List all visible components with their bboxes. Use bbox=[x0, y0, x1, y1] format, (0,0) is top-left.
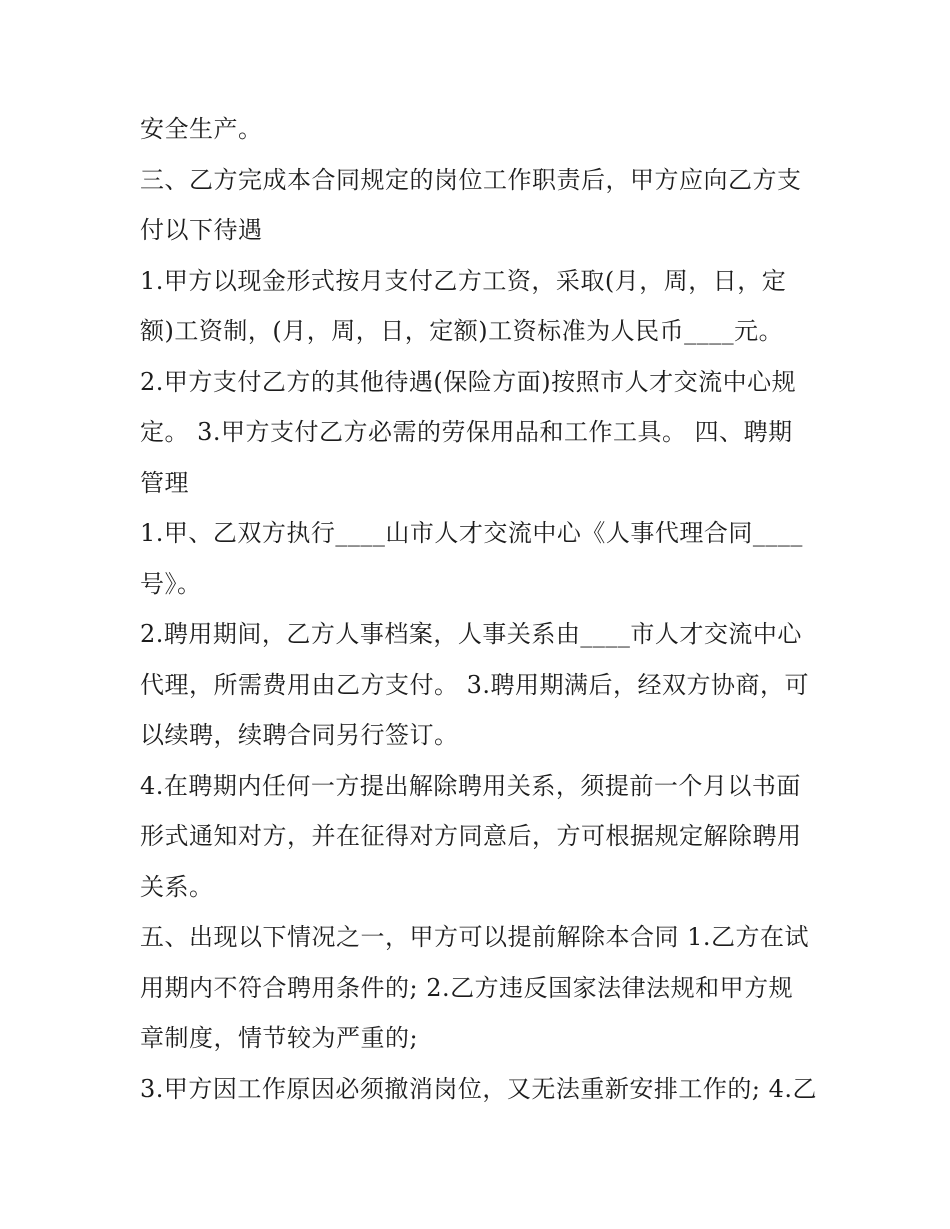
text-line: 1.甲、乙双方执行____山市人才交流中心《人事代理合同____ bbox=[140, 519, 803, 547]
text-line: 五、出现以下情况之一，甲方可以提前解除本合同 1.乙方在试 bbox=[140, 923, 810, 951]
contract-body-text bbox=[140, 104, 820, 1114]
text-line: 形式通知对方，并在征得对方同意后，方可根据规定解除聘用 bbox=[140, 822, 802, 850]
text-line: 3.甲方因工作原因必须撤消岗位，又无法重新安排工作的; 4.乙 bbox=[140, 1074, 818, 1103]
text-line: 管理 bbox=[140, 468, 189, 497]
text-line: 以续聘，续聘合同另行签订。 bbox=[140, 721, 459, 749]
text-line: 三、乙方完成本合同规定的岗位工作职责后，甲方应向乙方支 bbox=[140, 165, 802, 194]
text-line: 额)工资制，(月，周，日，定额)工资标准为人民币____元。 bbox=[140, 317, 784, 345]
text-line: 4.在聘期内任何一方提出解除聘用关系，须提前一个月以书面 bbox=[140, 771, 801, 800]
text-line: 付以下待遇 bbox=[140, 216, 263, 244]
text-line: 用期内不符合聘用条件的; 2.乙方违反国家法律法规和甲方规 bbox=[140, 973, 794, 1002]
text-line: 安全生产。 bbox=[140, 115, 263, 143]
text-line: 章制度，情节较为严重的; bbox=[140, 1024, 419, 1052]
text-line: 关系。 bbox=[140, 872, 214, 901]
text-line: 定。 3.甲方支付乙方必需的劳保用品和工作工具。 四、聘期 bbox=[140, 418, 793, 446]
text-line: 2.聘用期间，乙方人事档案，人事关系由____市人才交流中心 bbox=[140, 620, 802, 648]
text-line: 号》。 bbox=[140, 569, 202, 598]
text-line: 代理，所需费用由乙方支付。 3.聘用期满后，经双方协商，可 bbox=[140, 670, 810, 699]
text-line: 2.甲方支付乙方的其他待遇(保险方面)按照市人才交流中心规 bbox=[140, 367, 797, 396]
text-line: 1.甲方以现金形式按月支付乙方工资，采取(月，周，日，定 bbox=[140, 266, 787, 295]
